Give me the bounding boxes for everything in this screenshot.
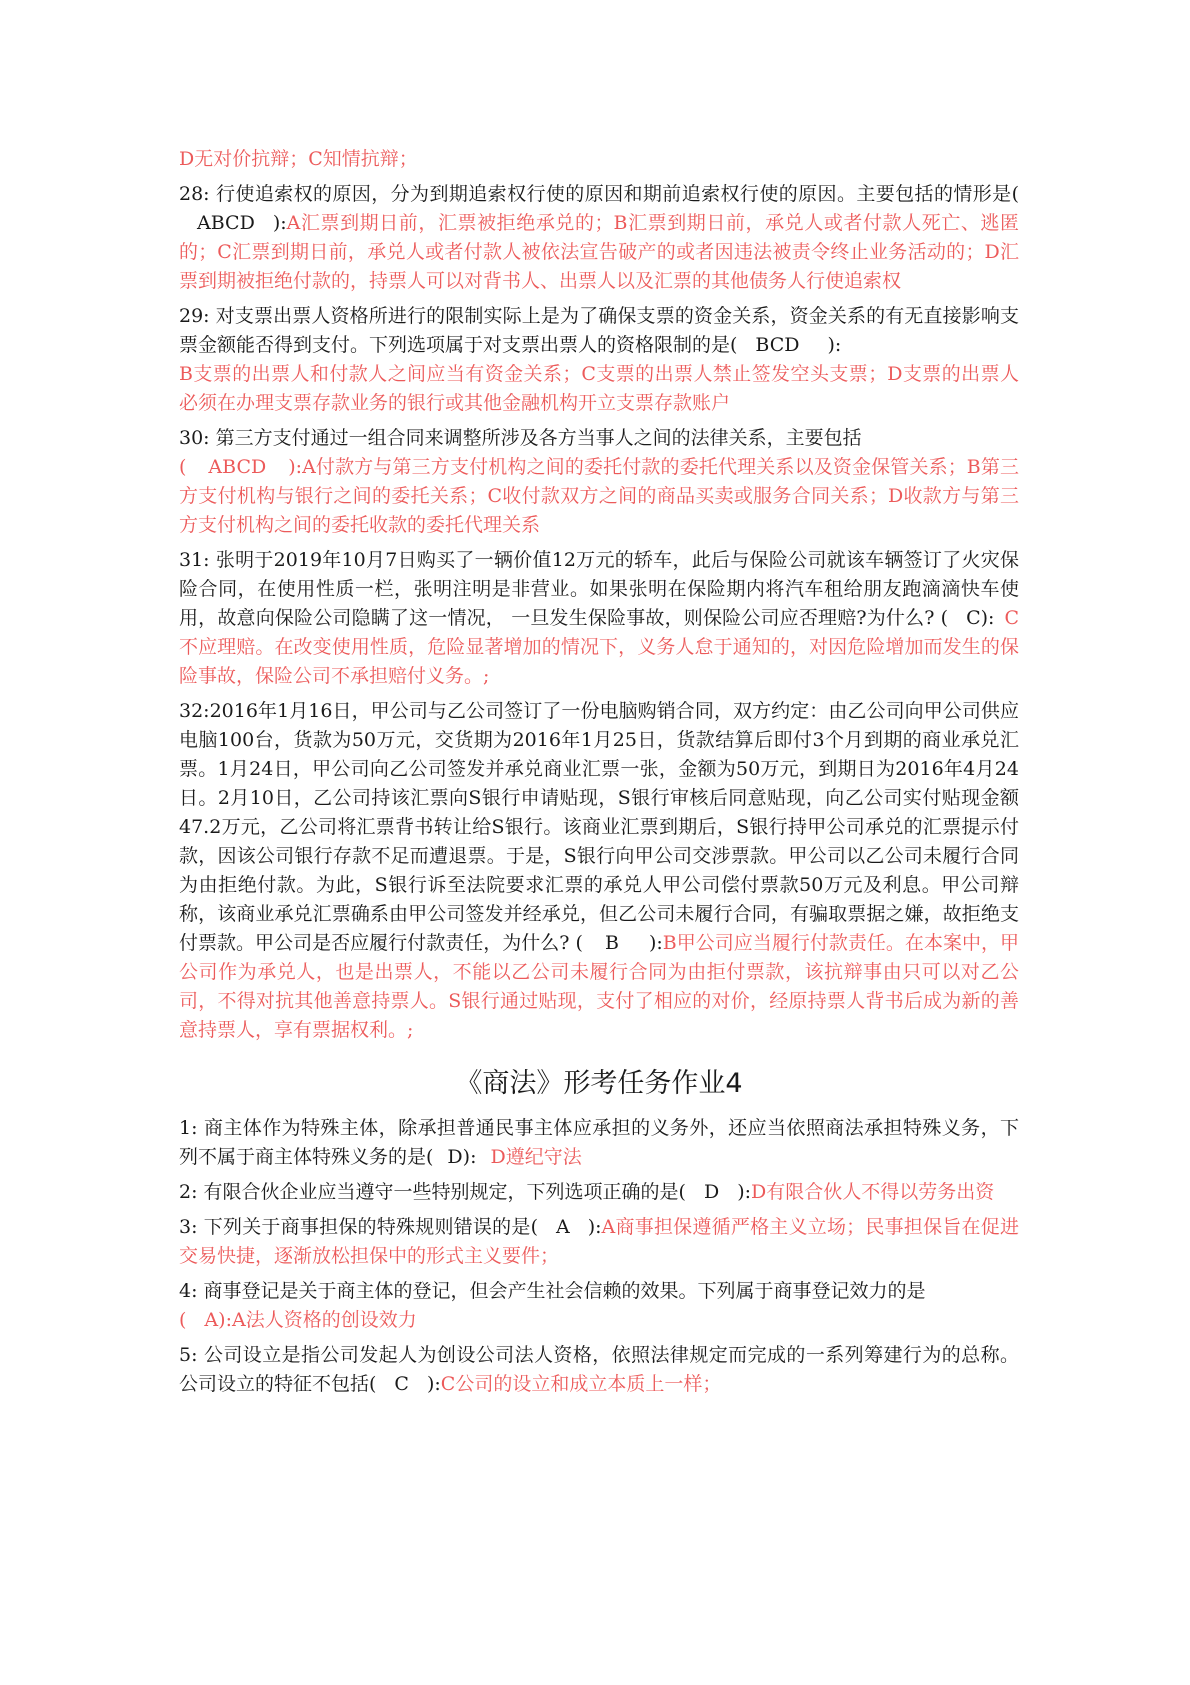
choice-close: ): <box>827 334 842 356</box>
question-s4-3 <box>179 1213 1019 1271</box>
question-s4-2 <box>179 1178 1019 1207</box>
question-s4-4 <box>179 1277 1019 1335</box>
answer-text: C不应理赔。在改变使用性质，危险显著增加的情况下，义务人怠于通知的，对因危险增加而发生的保险事故，保险公司不承担赔付义务。; <box>179 607 1019 687</box>
choice-close: ): <box>426 1373 441 1395</box>
answer-text: B支票的出票人和付款人之间应当有资金关系；C支票的出票人禁止签发空头支票；D支票的出票人必须在办理支票存款业务的银行或其他金融机构开立支票存款账户 <box>179 363 1019 414</box>
question-s4-5 <box>179 1341 1019 1399</box>
choice-close: ): <box>980 607 995 629</box>
section-title: 《商法》形考任务作业4 <box>455 1068 743 1099</box>
answer-text: D遵纪守法 <box>490 1146 582 1168</box>
choice-letters: ABCD <box>197 212 255 234</box>
answer-text: D无对价抗辩；C知情抗辩； <box>179 148 418 170</box>
question-text: 2: 有限合伙企业应当遵守一些特别规定，下列选项正确的是( <box>179 1181 686 1203</box>
question-text: 30: 第三方支付通过一组合同来调整所涉及各方当事人之间的法律关系，主要包括 <box>179 427 862 449</box>
choice-letters: A <box>204 1309 219 1331</box>
question-text: 3: 下列关于商事担保的特殊规则错误的是( <box>179 1216 538 1238</box>
choice-letters: C <box>394 1373 409 1395</box>
answer-text: C公司的设立和成立本质上一样； <box>440 1373 722 1395</box>
choice-letters: C <box>966 607 981 629</box>
choice-close: ): <box>462 1146 477 1168</box>
answer-text: A付款方与第三方支付机构之间的委托付款的委托代理关系以及资金保管关系；B第三方支付机构与银行之间的委托关系；C收付款双方之间的商品买卖或服务合同关系；D收款方与第三方支付机构之间的委托收款的委托代理关系 <box>179 456 1019 536</box>
answer-text: A汇票到期日前，汇票被拒绝承兑的；B汇票到期日前，承兑人或者付款人死亡、逃匿的；C汇票到期日前，承兑人或者付款人被依法宣告破产的或者因违法被责令终止业务活动的；D汇票到期被拒绝付款的，持票人可以对背书人、出票人以及汇票的其他债务人行使追索权 <box>179 212 1019 292</box>
question-text: 32:2016年1月16日，甲公司与乙公司签订了一份电脑购销合同，双方约定：由乙公司向甲公司供应电脑100台，货款为50万元，交货期为2016年1月25日，货款结算后即付3个月到期的商业承兑汇票。1月24日，甲公司向乙公司签发并承兑商业汇票一张，金额为50万元，到期日为2016年4月24日。2月10日，乙公司持该汇票向S银行申请贴现，S银行审核后同意贴现，向乙公司实付贴现金额47.2万元，乙公司将汇票背书转让给S银行。该商业汇票到期后，S银行持甲公司承兑的汇票提示付款，因该公司银行存款不足而遭退票。于是，S银行向甲公司交涉票款。甲公司以乙公司未履行合同为由拒绝付款。为此，S银行诉至法院要求汇票的承兑人甲公司偿付票款50万元及利息。甲公司辩称，该商业承兑汇票确系由甲公司签发并经承兑，但乙公司未履行合同，有骗取票据之嫌，故拒绝支付票款。甲公司是否应履行付款责任，为什么? ( <box>179 700 1019 954</box>
choice-letters: BCD <box>755 334 800 356</box>
choice-letters: A <box>555 1216 570 1238</box>
intro-answer-line <box>179 145 1019 174</box>
choice-letters: D <box>447 1146 463 1168</box>
question-30 <box>179 424 1019 540</box>
question-29 <box>179 302 1019 418</box>
choice-close: ): <box>648 932 663 954</box>
question-text: 4: 商事登记是关于商主体的登记，但会产生社会信赖的效果。下列属于商事登记效力的是 <box>179 1280 926 1302</box>
question-text: 29: 对支票出票人资格所进行的限制实际上是为了确保支票的资金关系，资金关系的有无直接影响支票金额能否得到支付。下列选项属于对支票出票人的资格限制的是( <box>179 305 1019 356</box>
choice-close: ): <box>272 212 287 234</box>
choice-open: ( <box>179 456 187 478</box>
question-text: 28: 行使追索权的原因，分为到期追索权行使的原因和期前追索权行使的原因。主要包括的情形是( <box>179 183 1019 205</box>
choice-open: ( <box>179 1309 187 1331</box>
question-s4-1 <box>179 1114 1019 1172</box>
question-32 <box>179 697 1019 1045</box>
answer-text: D有限合伙人不得以劳务出资 <box>751 1181 995 1203</box>
choice-letters: B <box>604 932 619 954</box>
choice-close: ): <box>218 1309 232 1331</box>
answer-text: A商事担保遵循严格主义立场；民事担保旨在促进交易快捷，逐渐放松担保中的形式主义要件； <box>179 1216 1019 1267</box>
answer-text: A法人资格的创设效力 <box>231 1309 417 1331</box>
choice-close: ): <box>288 456 303 478</box>
document-page <box>179 145 1019 1405</box>
question-text: 5: 公司设立是指公司发起人为创设公司法人资格，依照法律规定而完成的一系列筹建行为的总称。公司设立的特征不包括( <box>179 1344 1019 1395</box>
question-text: 31: 张明于2019年10月7日购买了一辆价值12万元的轿车，此后与保险公司就该车辆签订了火灾保险合同，在使用性质一栏，张明注明是非营业。如果张明在保险期内将汽车租给朋友跑滴滴快车使用，故意向保险公司隐瞒了这一情况， 一旦发生保险事故，则保险公司应否理赔?为什么? ( <box>179 549 1019 629</box>
question-text: 1: 商主体作为特殊主体，除承担普通民事主体应承担的义务外，还应当依照商法承担特殊义务，下列不属于商主体特殊义务的是( <box>179 1117 1019 1168</box>
question-31 <box>179 546 1019 691</box>
choice-close: ): <box>587 1216 602 1238</box>
choice-letters: D <box>703 1181 720 1203</box>
choice-letters: ABCD <box>208 456 267 478</box>
question-28 <box>179 180 1019 296</box>
answer-text: B甲公司应当履行付款责任。在本案中，甲公司作为承兑人，也是出票人，不能以乙公司未履行合同为由拒付票款，该抗辩事由只可以对乙公司，不得对抗其他善意持票人。S银行通过贴现，支付了相应的对价，经原持票人背书后成为新的善意持票人，享有票据权利。; <box>179 932 1020 1041</box>
choice-close: ): <box>737 1181 752 1203</box>
